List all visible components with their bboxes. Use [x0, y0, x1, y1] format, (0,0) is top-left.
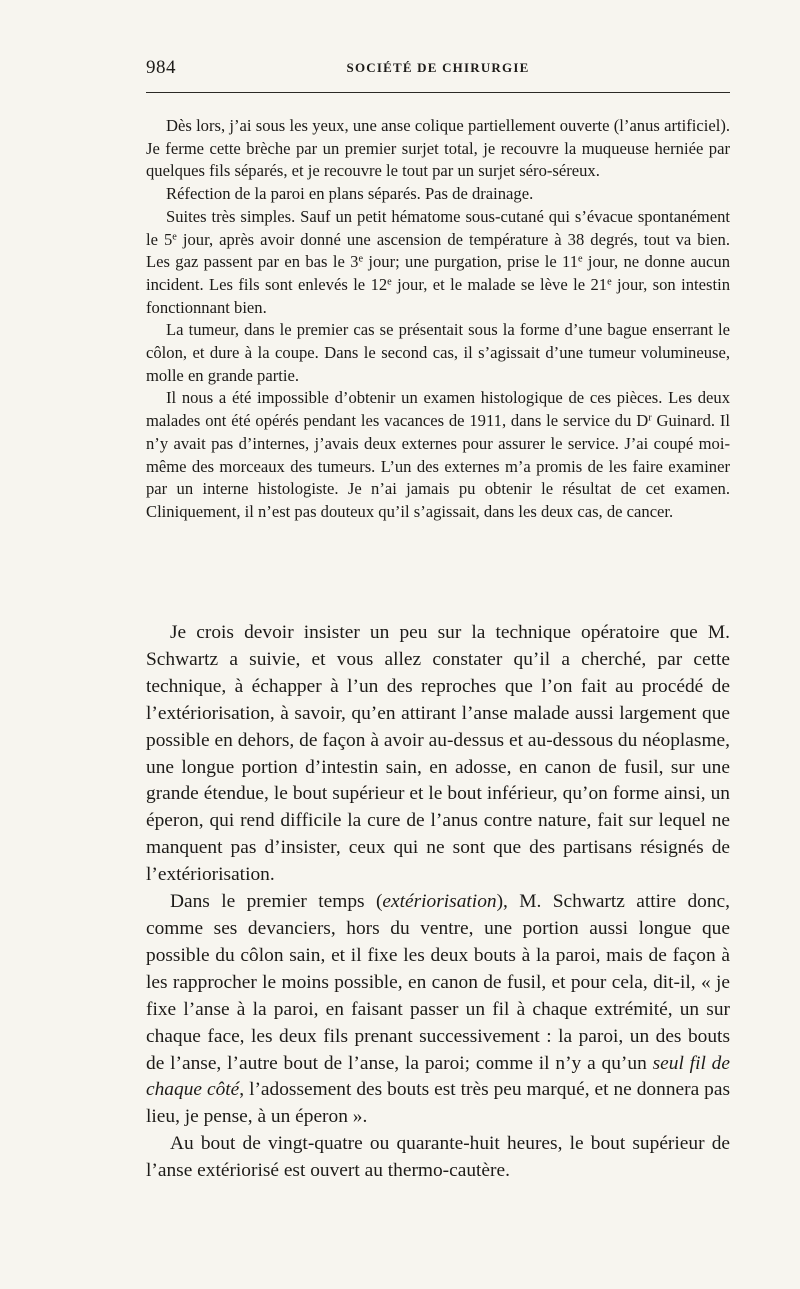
paragraph-first-stage: Dans le premier temps (extériorisation), M. Schwartz attire donc, comme ses devanciers, hors du ventre, une portion aussi longue que possible du côlon sain, et il fixe les deux bouts à la paroi, mais de façon à les rapprocher le moins possible, en canon de fusil, et pour cela, dit-il, « je fixe l’anse à la paroi, en faisant passer un fil à chaque extrémité, un sur chaque face, les deux fils prenant successivement : la paroi, un des bouts de l’anse, l’autre bout de l’anse, la paroi; comme il n’y a qu’un seul fil de chaque côté, l’adossement des bouts est très peu marqué, et ne donnera pas lieu, je pense, à un éperon ». [146, 891, 730, 1128]
paragraph-histology: Il nous a été impossible d’obtenir un examen histologique de ces pièces. Les deux malades ont été opérés pendant les vacances de 1911, dans le service du $D^r$ Guinard. Il n’y avait pas d’internes, j’avais deux externes pour assurer le service. J’ai coupé moi-même des morceaux des tumeurs. L’un des externes m’a promis de les faire examiner par un interne histologiste. Je n’ai jamais pu obtenir le résultat de cet examen. Cliniquement, il n’est pas douteux qu’il s’agissait, dans les deux cas, de cancer. [146, 388, 730, 521]
paragraph-technique: Je crois devoir insister un peu sur la technique opératoire que M. Schwartz a suivie, et vous allez constater qu’il a cherché, par cette technique, à échapper à l’un des reproches que l’on fait au procédé de l’extériorisation, à savoir, qu’en attirant l’anse malade aussi largement que possible en dehors, de façon à avoir au-dessus et au-dessous du néoplasme, une longue portion d’intestin sain, en adosse, en canon de fusil, sur une grande étendue, le bout supérieur et le bout inférieur, qu’on forme ainsi, un éperon, qui rend difficile la cure de l’anus contre nature, fait sur lequel ne manquent pas d’insister, ceux qui ne sont que des partisans résignés de l’extériorisation. [146, 622, 730, 886]
paragraph-opening: Au bout de vingt-quatre ou quarante-huit heures, le bout supérieur de l’anse extériorisé est ouvert au thermo-cautère. [146, 1133, 730, 1182]
page-number: 984 [146, 57, 176, 78]
page-header [146, 57, 730, 81]
header-rule [146, 92, 730, 93]
running-head: SOCIÉTÉ DE CHIRURGIE [346, 60, 530, 75]
paragraph-wall-repair: Réfection de la paroi en plans séparés. Pas de drainage. [166, 184, 534, 204]
paragraph-postoperative: Suites très simples. Sauf un petit hématome sous-cutané qui s’évacue spontanément le 5e jour, après avoir donné une ascension de température à 38 degrés, tout va bien. Les gaz passent par en bas le 3e jour; une purgation, prise le 11e jour, ne donne aucun incident. Les fils sont enlevés le 12e jour, et le malade se lève le 21e jour, son intestin fonctionnant bien. [146, 206, 730, 317]
discussion-text [146, 620, 730, 1185]
paragraph-closure: Dès lors, j’ai sous les yeux, une anse colique partiellement ouverte (l’anus artificiel). Je ferme cette brèche par un premier surjet total, je recouvre la muqueuse herniée par quelques fils séparés, et je recouvre le tout par un surjet séro-séreux. [146, 116, 730, 181]
paragraph-tumor: La tumeur, dans le premier cas se présentait sous la forme d’une bague enserrant le côlon, et dure à la coupe. Dans le second cas, il s’agissait d’une tumeur volumineuse, molle en grande partie. [146, 320, 730, 385]
case-report-text [146, 115, 730, 524]
